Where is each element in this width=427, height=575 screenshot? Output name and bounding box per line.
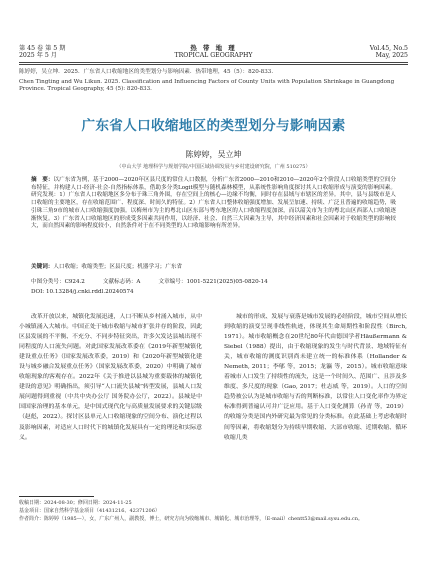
header-right xyxy=(370,45,408,59)
footnote-rule xyxy=(19,496,94,497)
keywords-label: 关键词： xyxy=(31,264,54,270)
body-paragraph: 改革开放以来，城镇化发展迅速，人口不断从乡村涌入城市，从中小城镇涌入大城市。中国正处于城市收缩与城市扩张并存的阶段，因此区县发展的不平衡、不充分、不同步特征突出，许多欠发达县城出现不同程度的人口流失问题。对此国家发展改革委在《2019年新型城镇化建设重点任务》（国家发展改革委，2019）和《2020年新型城镇化建设与城乡融合发展重点任务》（国家发展改革委，2020）中明确了城市收缩现象的客观存在。2022年《关于推进以县城为重要载体的城镇化建设的意见》明确指出，须引导“人口流失县城”转型发展，县城人口发展问题得到重视（中共中央办公厅 国务院办公厅，2022）。县城是中国国家治理的基本单元，是中国式现代化与高质量发展要求的关键层级（赵彪，2022）。探讨区县单元人口收缩现象的空间分布、演化过程以及影响因素，对适应人口时代下的城镇化发展具有一定的理论和实际意义。 xyxy=(19,314,202,441)
classification-meta xyxy=(31,279,396,287)
date-cn: 2025 年 5 月 xyxy=(19,52,57,59)
article-number: 文章编号：1001-5221(2025)05-0820-14 xyxy=(158,279,268,285)
clc-number: 中图分类号：C924.2 xyxy=(31,279,85,285)
keywords xyxy=(31,264,396,272)
citation-en: Chen Tingting and Wu Likun. 2025. Classification and Influencing Factors of County Units with Population Shrinkage in Guangdong Province. Tropical Geography, 45 (5): 820-833. xyxy=(19,79,395,93)
footnote-fund: 基金项目：国家自然科学基金项目（41431216、42371206） xyxy=(19,508,160,514)
abstract xyxy=(31,177,396,231)
body-column-right xyxy=(224,312,407,443)
volume-cn: 第 45 卷 第 5 期 xyxy=(19,45,66,52)
abstract-text: 以广东省为例，基于2000—2020年区县尺度的常住人口数据，分析广东省2000—2010和2010—2020年2个阶段人口收缩类型的空间分布特征，并构建人口-经济-社会-自然指标体系，借助多分类Logit模型与随机森林模型，从系统性影响角度探讨其人口收缩形成与演变的影响因素。研究发现：1）广东省人口收缩地区多分布于珠三角外围，存在空间上的核心—边缘不均衡，同时存在县域与市辖区的差异。其中，县与县级市是人口收缩的主要地区，存在收缩范围广、程度深、时间久的特征。2）广东省人口整体收缩强度增加、发展呈加速、持续、广泛且普遍的收缩趋势，吸引珠三角9市的城市人口收缩强度加强。以梅州市为主的粤北山区东部与粤东地区的人口收缩程度加深，而以韶关市为主的粤北山区西部人口收缩逐渐恢复。3）广东省人口收缩地区的形成受多因素共同作用，以经济、社会、自然三大因素为主导，其中经济因素和社会因素对于收缩类型的影响较大，而自然因素的影响程度较小，自然条件对于在不同类型的人口收缩影响有所差异。 xyxy=(31,177,396,230)
author-affiliation: （中山大学 地理科学与规划学院/中国区域协调发展与乡村建设研究院，广州 510275） xyxy=(116,164,311,170)
header-center xyxy=(0,45,427,59)
document-code: 文献标志码：A xyxy=(102,279,141,285)
footnote-received: 收稿日期：2024-08-30；修回日期：2024-11-25 xyxy=(19,500,132,506)
abstract-label: 摘 要： xyxy=(31,177,54,183)
footnote-bio: 作者简介：陈婷婷（1985—），女，广东广州人，副教授，博士，研究方向为收缩城市、城镇化、城市治理等，（E-mail）chentt53@mail.sysu.edu.cn。 xyxy=(19,516,363,522)
keywords-text: 人口收缩；收缩类型；区县尺度；机器学习；广东省 xyxy=(53,264,183,270)
doi: DOI: 10.13284/j.cnki.rddl.20240574 xyxy=(31,289,134,295)
paper-authors: 陈婷婷，吴立坤 xyxy=(185,150,242,159)
header-rule-thin xyxy=(19,64,408,65)
body-paragraph: 城市的形成、发展与衰落是城市发展的必经阶段，城市空间从增长到收缩的演变呈现非线性轨迹，体现其生命周期性和阶段性（Birch, 1971）。城市收缩概念在20世纪80年代由德国学者Häußermann & Siebel（1988）提出，由于收缩现象的发生与时代背景、地域特征有关，城市收缩的测度识别尚未建立统一的标准体系（Hollander & Nemeth, 2011；李郇 等，2015；龙瀛 等，2015）。城市收缩意味着城市人口发生了持续性的流失，这是一个时间久、范围广、且涉及多维度、多尺度的现象（Gao, 2017；杜志威 等，2019）。人口的空间趋势被公认为是城市收缩与否的判断标准，以常住人口变化率作为界定标准得到普遍认可并广泛应用。基于人口变化测算（孙青 等，2019）的收缩分类是国内外研究最为常见的分类标准。在此基础上考虑收缩时间等因素，将收缩划分为持续早期收缩、大部市收缩、近期收缩、循环收缩几类 xyxy=(224,314,407,441)
paper-title: 广东省人口收缩地区的类型划分与影响因素 xyxy=(81,118,346,134)
date-en: May, 2025 xyxy=(375,52,408,59)
body-column-left xyxy=(19,312,202,443)
header-rule-thick xyxy=(19,62,408,63)
citation-cn: 陈婷婷，吴立坤．2025．广东省人口收缩地区的类型划分与影响因素．热带地理，45（5）：820-833． xyxy=(19,69,277,75)
journal-name-cn: 热 带 地 理 xyxy=(190,44,237,52)
volume-en: Vol.45, No.5 xyxy=(369,45,408,52)
journal-name-en: TROPICAL GEOGRAPHY xyxy=(174,52,253,59)
